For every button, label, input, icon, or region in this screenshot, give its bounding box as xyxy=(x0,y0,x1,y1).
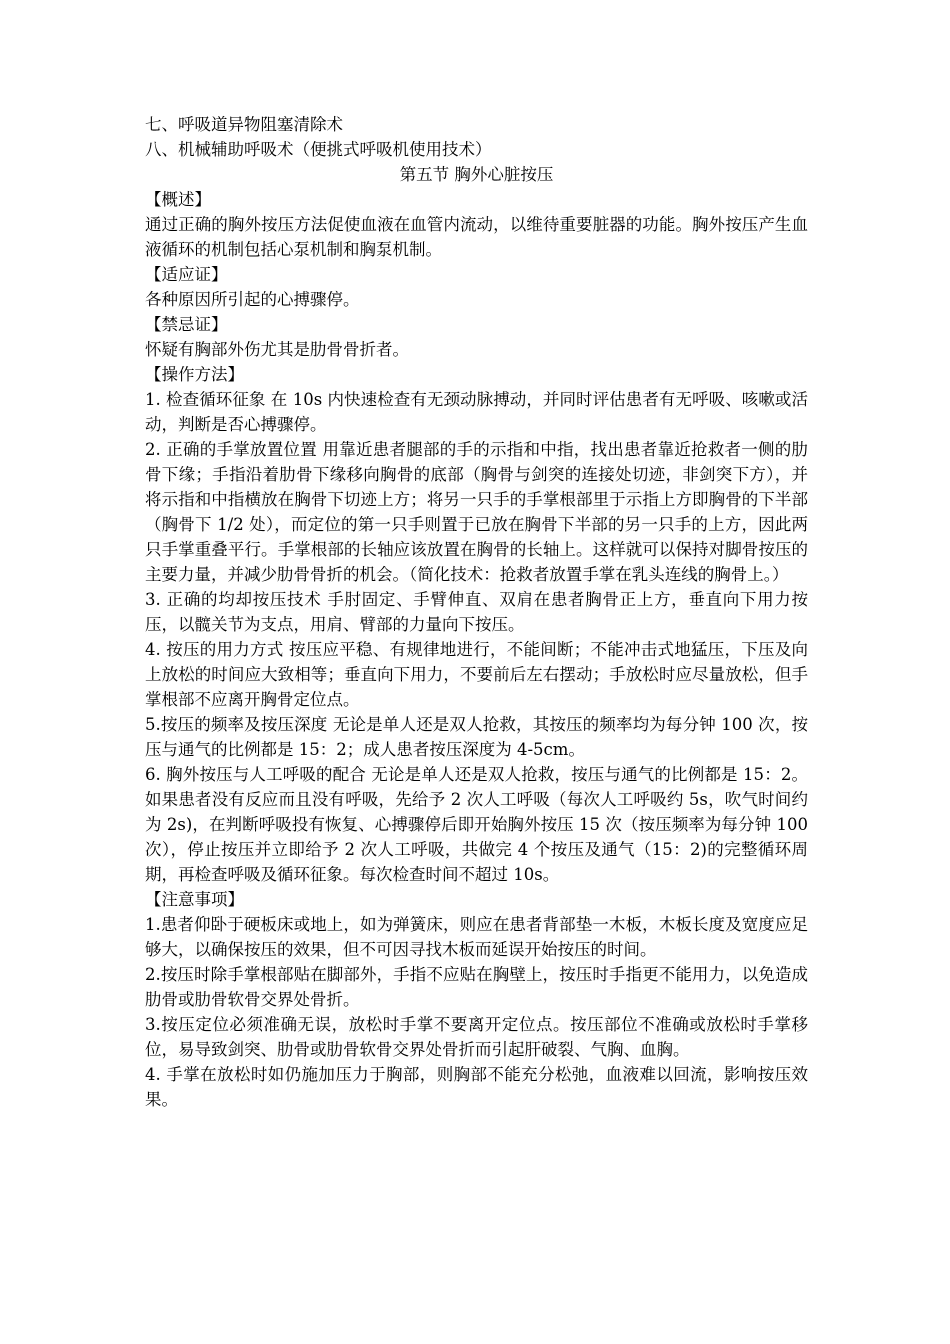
contraindications-text: 怀疑有胸部外伤尤其是肋骨骨折者。 xyxy=(145,340,409,359)
list-item-seven: 七、呼吸道异物阻塞清除术 xyxy=(145,115,343,134)
note-4: 4. 手掌在放松时如仍施加压力于胸部，则胸部不能充分松弛，血液难以回流，影响按压效果。 xyxy=(145,1065,808,1109)
procedure-step-4: 4. 按压的用力方式 按压应平稳、有规律地进行，不能间断；不能冲击式地猛压，下压及向上放松的时间应大致相等；垂直向下用力，不要前后左右摆动；手放松时应尽量放松，但手掌根部不应离开胸骨定位点。 xyxy=(145,640,808,709)
note-2: 2.按压时除手掌根部贴在脚部外，手指不应贴在胸壁上，按压时手指更不能用力，以免造成肋骨或肋骨软骨交界处骨折。 xyxy=(145,965,808,1009)
document-body xyxy=(145,112,808,1112)
overview-text: 通过正确的胸外按压方法促使血液在血管内流动，以维待重要脏器的功能。胸外按压产生血液循环的机制包括心泵机制和胸泵机制。 xyxy=(145,215,808,259)
procedure-step-3: 3. 正确的均却按压技术 手肘固定、手臂伸直、双肩在患者胸骨正上方，垂直向下用力按压，以髋关节为支点，用肩、臂部的力量向下按压。 xyxy=(145,590,808,634)
notes-heading: 【注意事项】 xyxy=(145,890,244,909)
contraindications-heading: 【禁忌证】 xyxy=(145,315,228,334)
note-3: 3.按压定位必须准确无误，放松时手掌不要离开定位点。按压部位不准确或放松时手掌移位，易导致剑突、肋骨或肋骨软骨交界处骨折而引起肝破裂、气胸、血胸。 xyxy=(145,1015,808,1059)
procedure-step-5: 5.按压的频率及按压深度 无论是单人还是双人抢救，其按压的频率均为每分钟 100 次，按压与通气的比例都是 15：2；成人患者按压深度为 4-5cm。 xyxy=(145,715,808,759)
procedure-step-1: 1. 检查循环征象 在 10s 内快速检查有无颈动脉搏动，并同时评估患者有无呼吸、咳嗽或活动，判断是否心搏骤停。 xyxy=(145,390,808,434)
section-title: 第五节 胸外心脏按压 xyxy=(399,165,554,184)
indications-text: 各种原因所引起的心搏骤停。 xyxy=(145,290,360,309)
procedure-step-6: 6. 胸外按压与人工呼吸的配合 无论是单人还是双人抢救，按压与通气的比例都是 15：2。如果患者没有反应而且没有呼吸，先给予 2 次人工呼吸（每次人工呼吸约 5s，吹气时间约为 2s)，在判断呼吸投有恢复、心搏骤停后即开始胸外按压 15 次（按压频率为每分钟 100 次），停止按压并立即给予 2 次人工呼吸，共做完 4 个按压及通气（15：2)的完整循环周期，再检查呼吸及循环征象。每次检查时间不超过 10s。 xyxy=(145,765,808,884)
procedure-heading: 【操作方法】 xyxy=(145,365,244,384)
list-item-eight: 八、机械辅助呼吸术（便挑式呼吸机使用技术） xyxy=(145,140,492,159)
note-1: 1.患者仰卧于硬板床或地上，如为弹簧床，则应在患者背部垫一木板，木板长度及宽度应足够大，以确保按压的效果，但不可因寻找木板而延误开始按压的时间。 xyxy=(145,915,808,959)
indications-heading: 【适应证】 xyxy=(145,265,228,284)
procedure-step-2: 2. 正确的手掌放置位置 用靠近患者腿部的手的示指和中指，找出患者靠近抢救者一侧的肋骨下缘；手指沿着肋骨下缘移向胸骨的底部（胸骨与剑突的连接处切迹，非剑突下方），并将示指和中指横放在胸骨下切迹上方；将另一只手的手掌根部里于示指上方即胸骨的下半部（胸骨下 1/2 处），而定位的第一只手则置于已放在胸骨下半部的另一只手的上方，因此两只手掌重叠平行。手掌根部的长轴应该放置在胸骨的长轴上。这样就可以保持对脚骨按压的主要力量，并减少肋骨骨折的机会。（简化技术：抢救者放置手掌在乳头连线的胸骨上。） xyxy=(145,440,808,584)
overview-heading: 【概述】 xyxy=(145,190,211,209)
